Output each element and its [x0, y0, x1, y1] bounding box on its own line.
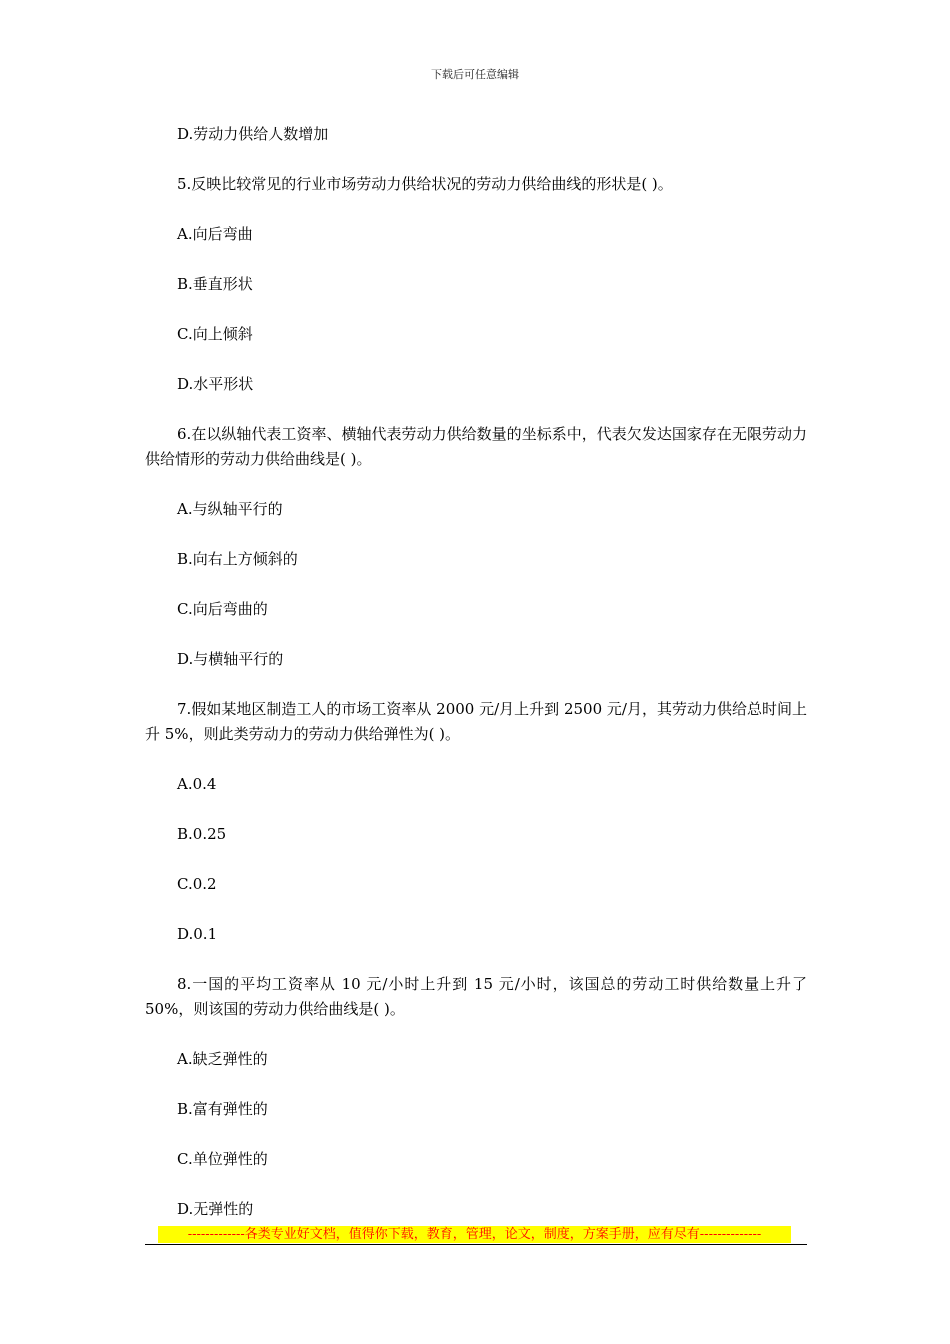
option-q6-b: B.向右上方倾斜的 [177, 550, 298, 568]
question-7-stem: 7.假如某地区制造工人的市场工资率从 2000 元/月上升到 2500 元/月，其劳动力供给总时间上升 5%，则此类劳动力的劳动力供给弹性为( )。 [145, 700, 807, 743]
option-q7-d: D.0.1 [177, 925, 218, 943]
option-q5-c: C.向上倾斜 [177, 325, 253, 343]
option-q8-d: D.无弹性的 [177, 1200, 254, 1218]
option-q7-c: C.0.2 [177, 875, 217, 893]
question-5-stem: 5.反映比较常见的行业市场劳动力供给状况的劳动力供给曲线的形状是( )。 [177, 175, 673, 193]
option-q8-b: B.富有弹性的 [177, 1100, 268, 1118]
option-q4-d: D.劳动力供给人数增加 [177, 125, 329, 143]
document-body [145, 122, 807, 1247]
question-6-stem: 6.在以纵轴代表工资率、横轴代表劳动力供给数量的坐标系中，代表欠发达国家存在无限劳动力供给情形的劳动力供给曲线是( )。 [145, 425, 807, 468]
option-q8-c: C.单位弹性的 [177, 1150, 268, 1168]
question-8-stem: 8.一国的平均工资率从 10 元/小时上升到 15 元/小时，该国总的劳动工时供给数量上升了 50%，则该国的劳动力供给曲线是( )。 [145, 975, 807, 1018]
option-q7-b: B.0.25 [177, 825, 227, 843]
footer-divider [145, 1244, 807, 1245]
option-q6-d: D.与横轴平行的 [177, 650, 284, 668]
page-header: 下载后可任意编辑 [431, 68, 519, 81]
option-q8-a: A.缺乏弹性的 [177, 1050, 268, 1068]
option-q5-d: D.水平形状 [177, 375, 254, 393]
option-q5-a: A.向后弯曲 [177, 225, 253, 243]
option-q7-a: A.0.4 [177, 775, 217, 793]
option-q6-c: C.向后弯曲的 [177, 600, 268, 618]
option-q5-b: B.垂直形状 [177, 275, 253, 293]
footer-banner: -------------各类专业好文档，值得你下载，教育，管理，论文，制度，方案手册，应有尽有-------------- [158, 1226, 791, 1243]
option-q6-a: A.与纵轴平行的 [177, 500, 283, 518]
